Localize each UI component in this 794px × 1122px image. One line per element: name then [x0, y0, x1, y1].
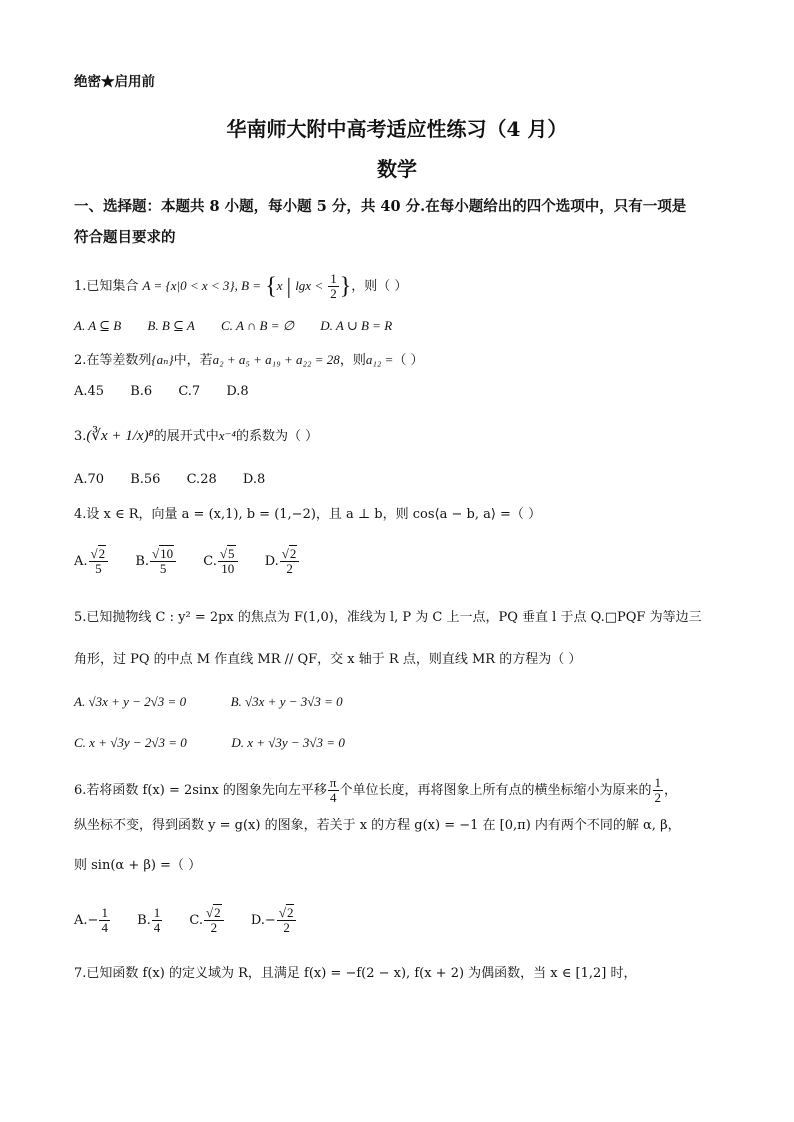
question-6-stem-line1: 6.若将函数 f(x) = 2sinx 的图象先向左平移 $\frac{\pi}{4}$ 个单位长度，再将图象上所有点的横坐标缩小为原来的 $\frac{1}{2}$ ， [74, 775, 678, 805]
binomial-expression: (∛x + 1/x)⁸ [86, 428, 154, 444]
question-5-options-cd [74, 735, 345, 751]
question-4-options [74, 547, 322, 576]
fraction-one-half: $\frac{1}{2}$ [330, 271, 337, 301]
q5-option-d: D. x + √3y − 3√3 = 0 [231, 735, 345, 750]
q2-option-b: B.6 [130, 384, 153, 399]
q5-option-a: A. √3x + y − 2√3 = 0 [74, 694, 187, 709]
q6-option-d: D.− $\frac{√2}{2}$ [251, 913, 298, 928]
q5-option-c: C. x + √3y − 2√3 = 0 [74, 735, 187, 750]
question-6-stem-line2: 纵坐标不变，得到函数 y = g(x) 的图象，若关于 x 的方程 g(x) = −1 在 [0,π) 内有两个不同的解 α, β， [74, 818, 681, 833]
exam-title: 华南师大附中高考适应性练习（4 月） [226, 117, 568, 141]
question-6-options [74, 906, 319, 935]
question-1-options [74, 318, 414, 335]
sequence-equation: a₂ + a₅ + a₁₉ + a₂₂ = 28 [212, 352, 340, 367]
q2-option-d: D.8 [226, 384, 249, 399]
q6-option-b: B. $\frac{1}{4}$ [137, 905, 161, 935]
section-heading-line2: 符合题目要求的 [74, 229, 176, 246]
question-4-stem: 4.设 x ∈ R，向量 a = (x,1), b = (1,−2)，且 a ⊥ b，则 cos⟨a − b, a⟩ =（ ） [74, 507, 542, 522]
q6-option-c: C. $\frac{√2}{2}$ [189, 913, 224, 928]
q2-option-a: A.45 [74, 384, 105, 399]
set-a: A = {x|0 < x < 3}, B = [142, 278, 262, 293]
q3-option-b: B.56 [130, 472, 161, 487]
secret-label: 绝密★启用前 [74, 74, 155, 90]
q2-option-c: C.7 [178, 384, 201, 399]
fraction-pi-over-4: $\frac{\pi}{4}$ [329, 775, 337, 805]
q6-option-a: A.− $\frac{1}{4}$ [74, 905, 108, 935]
q1-option-b: B. B ⊆ A [147, 318, 195, 333]
q4-option-d: D. $\frac{√2}{2}$ [265, 554, 301, 569]
q4-option-c: C. $\frac{√5}{10}$ [203, 554, 238, 569]
q3-option-a: A.70 [74, 472, 105, 487]
q3-option-d: D.8 [242, 472, 266, 487]
q1-option-a: A. A ⊆ B [74, 318, 122, 333]
q4-option-b: B. $\frac{√10}{5}$ [135, 554, 177, 569]
question-5-options-ab [74, 694, 343, 710]
question-3-options [74, 472, 287, 488]
section-heading-line1: 一、选择题：本题共 8 小题，每小题 5 分，共 40 分.在每小题给出的四个选项中，只有一项是 [74, 198, 687, 215]
q1-option-d: D. A ∪ B = R [320, 318, 393, 333]
question-1-stem: 1.已知集合 A = {x|0 < x < 3}, B = {x | lgx < $\frac{1}{2}$ }，则（ ） [74, 271, 408, 301]
question-2-stem: 2.在等差数列{aₙ}中，若a₂ + a₅ + a₁₉ + a₂₂ = 28，则a₁₂ =（ ） [74, 352, 424, 368]
fraction-one-half-scale: $\frac{1}{2}$ [654, 775, 662, 805]
question-2-options [74, 384, 271, 400]
set-b: lgx < [295, 278, 324, 293]
q3-option-c: C.28 [186, 472, 217, 487]
question-3-stem: 3.(∛x + 1/x)⁸的展开式中x⁻⁴的系数为（ ） [74, 428, 319, 444]
q1-option-c: C. A ∩ B = ∅ [221, 318, 295, 333]
q5-option-b: B. √3x + y − 3√3 = 0 [230, 694, 343, 709]
question-6-stem-line3: 则 sin(α + β) =（ ） [74, 858, 202, 873]
subject-title: 数学 [377, 157, 417, 181]
question-7-stem-line1: 7.已知函数 f(x) 的定义域为 R，且满足 f(x) = −f(2 − x), f(x + 2) 为偶函数，当 x ∈ [1,2] 时， [74, 966, 637, 981]
question-5-stem-line2: 角形，过 PQ 的中点 M 作直线 MR // QF，交 x 轴于 R 点，则直线 MR 的方程为（ ） [74, 652, 582, 667]
question-5-stem-line1: 5.已知抛物线 C : y² = 2px 的焦点为 F(1,0)，准线为 l, P 为 C 上一点，PQ 垂直 l 于点 Q.□PQF 为等边三 [74, 610, 702, 625]
q4-option-a: A. $\frac{√2}{5}$ [74, 554, 109, 569]
